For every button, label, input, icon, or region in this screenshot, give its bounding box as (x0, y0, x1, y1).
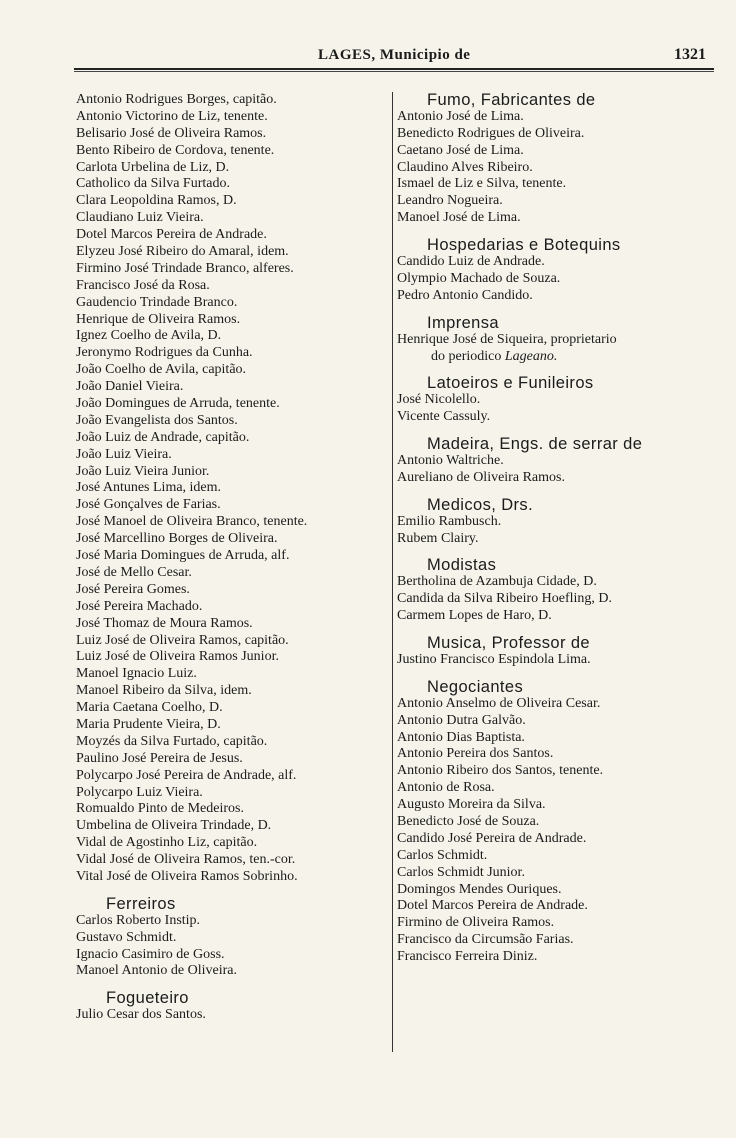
directory-entry: Carlos Schmidt Junior. (397, 864, 525, 880)
section-heading: Negociantes (427, 677, 524, 696)
directory-entry: Antonio Dutra Galvão. (397, 712, 526, 728)
directory-entry: Antonio Dias Baptista. (397, 729, 525, 745)
left-column (76, 92, 392, 1024)
directory-entry: Gustavo Schmidt. (76, 929, 177, 945)
directory-entry: Polycarpo José Pereira de Andrade, alf. (76, 767, 297, 783)
header-subtitle: Municipio de (379, 47, 471, 63)
directory-entry: Julio Cesar dos Santos. (76, 1007, 206, 1023)
directory-entry: Rubem Clairy. (397, 530, 479, 546)
directory-entry: João Daniel Vieira. (76, 379, 184, 395)
newspaper-name: Lageano. (504, 348, 558, 364)
directory-entry: José Manoel de Oliveira Branco, tenente. (76, 514, 308, 530)
directory-entry: José Thomaz de Moura Ramos. (76, 615, 253, 631)
header-title: LAGES, (318, 47, 376, 63)
section-heading: Imprensa (427, 313, 499, 332)
directory-entry: Jeronymo Rodrigues da Cunha. (76, 345, 253, 361)
directory-entry: João Luiz Vieira Junior. (76, 463, 210, 479)
directory-entry: Antonio Pereira dos Santos. (397, 746, 554, 762)
directory-entry: João Luiz de Andrade, capitão. (76, 429, 250, 445)
directory-entry: Paulino José Pereira de Jesus. (76, 750, 243, 766)
directory-entry: Antonio Rodrigues Borges, capitão. (76, 92, 277, 107)
directory-entry: José Nicolello. (397, 392, 481, 408)
directory-entry: Candido José Pereira de Andrade. (397, 830, 587, 846)
directory-entry: Manoel José de Lima. (397, 210, 521, 226)
directory-entry: José Maria Domingues de Arruda, alf. (76, 548, 290, 564)
directory-entry: José Antunes Lima, idem. (76, 480, 222, 496)
directory-entry: Luiz José de Oliveira Ramos, capitão. (76, 632, 289, 648)
directory-entry: Antonio José de Lima. (397, 108, 524, 124)
directory-entry: Augusto Moreira da Silva. (397, 797, 546, 813)
directory-entry: Bertholina de Azambuja Cidade, D. (397, 574, 597, 590)
directory-entry: Claudino Alves Ribeiro. (397, 159, 533, 175)
directory-entry: Antonio Ribeiro dos Santos, tenente. (397, 763, 604, 779)
directory-entry: Antonio Anselmo de Oliveira Cesar. (397, 695, 601, 711)
directory-entry: João Luiz Vieira. (76, 446, 172, 462)
directory-entry: Vicente Cassuly. (397, 409, 491, 425)
directory-entry: Belisario José de Oliveira Ramos. (76, 125, 267, 141)
directory-entry: Bento Ribeiro de Cordova, tenente. (76, 142, 275, 158)
directory-entry: João Domingues de Arruda, tenente. (76, 396, 280, 412)
directory-entry: Emilio Rambusch. (397, 513, 502, 529)
directory-entry: Domingos Mendes Ouriques. (397, 881, 562, 897)
directory-entry: Francisco José da Rosa. (76, 277, 210, 293)
directory-entry: Olympio Machado de Souza. (397, 270, 561, 286)
directory-entry: Benedicto José de Souza. (397, 813, 540, 829)
directory-entry: Ignacio Casimiro de Goss. (76, 946, 225, 962)
directory-entry: Moyzés da Silva Furtado, capitão. (76, 733, 268, 749)
directory-entry: Vital José de Oliveira Ramos Sobrinho. (76, 868, 298, 884)
directory-entry: Umbelina de Oliveira Trindade, D. (76, 818, 272, 834)
directory-entry: José Pereira Machado. (76, 598, 203, 614)
directory-entry: Carmem Lopes de Haro, D. (397, 608, 552, 624)
directory-entry: José Marcellino Borges de Oliveira. (76, 531, 278, 547)
directory-entry: Maria Caetana Coelho, D. (76, 700, 223, 716)
directory-entry: Aureliano de Oliveira Ramos. (397, 469, 565, 485)
directory-entry: Polycarpo Luiz Vieira. (76, 784, 203, 800)
directory-entry: Candido Luiz de Andrade. (397, 254, 545, 270)
directory-entry: Manoel Ribeiro da Silva, idem. (76, 683, 252, 699)
directory-entry: Antonio Waltriche. (397, 453, 504, 468)
directory-entry: Manoel Ignacio Luiz. (76, 666, 197, 682)
section-heading: Modistas (427, 556, 497, 575)
section-heading: Fogueteiro (106, 989, 189, 1008)
directory-entry: João Coelho de Avila, capitão. (76, 362, 247, 378)
directory-entry: Candida da Silva Ribeiro Hoefling, D. (397, 591, 613, 607)
directory-entry: Antonio de Rosa. (397, 780, 495, 796)
directory-entry: Ismael de Liz e Silva, tenente. (397, 176, 567, 192)
directory-entry: Carlos Schmidt. (397, 847, 488, 863)
directory-entry: Firmino de Oliveira Ramos. (397, 915, 555, 931)
directory-entry: Justino Francisco Espindola Lima. (397, 651, 591, 667)
directory-entry: Luiz José de Oliveira Ramos Junior. (76, 649, 279, 665)
directory-entry: Firmino José Trindade Branco, alferes. (76, 260, 294, 276)
directory-entry: Henrique de Oliveira Ramos. (76, 311, 241, 327)
section-heading: Musica, Professor de (427, 634, 590, 653)
directory-entry: Leandro Nogueira. (397, 193, 503, 209)
page-number: 1321 (674, 46, 706, 63)
directory-entry: Vidal de Agostinho Liz, capitão. (76, 835, 258, 851)
directory-entry: Carlota Urbelina de Liz, D. (76, 159, 230, 175)
section-heading: Ferreiros (106, 894, 176, 913)
section-heading: Hospedarias e Botequins (427, 236, 621, 255)
directory-entry: Maria Prudente Vieira, D. (76, 716, 221, 732)
header-rule-thin (74, 71, 714, 72)
page-header (318, 47, 470, 64)
directory-entry: Benedicto Rodrigues de Oliveira. (397, 125, 585, 141)
directory-entry: José Gonçalves de Farias. (76, 497, 221, 513)
directory-entry: Manoel Antonio de Oliveira. (76, 963, 237, 979)
directory-entry: Caetano José de Lima. (397, 142, 524, 158)
directory-entry: Dotel Marcos Pereira de Andrade. (397, 898, 588, 914)
column-divider (392, 92, 393, 1052)
directory-entry: Clara Leopoldina Ramos, D. (76, 193, 237, 209)
directory-entry: Ignez Coelho de Avila, D. (76, 328, 222, 344)
section-heading: Latoeiros e Funileiros (427, 374, 594, 393)
section-heading: Medicos, Drs. (427, 495, 534, 514)
directory-entry: Henrique José de Siqueira, proprietario (397, 331, 617, 347)
section-heading: Fumo, Fabricantes de (427, 91, 596, 109)
directory-entry: Pedro Antonio Candido. (397, 287, 533, 303)
directory-entry: João Evangelista dos Santos. (76, 412, 238, 428)
header-rule (74, 68, 714, 70)
directory-entry: Francisco da Circumsão Farias. (397, 932, 574, 948)
directory-entry: Carlos Roberto Instip. (76, 912, 201, 928)
directory-entry: Vidal José de Oliveira Ramos, ten.-cor. (76, 852, 296, 868)
directory-entry: José Pereira Gomes. (76, 581, 190, 597)
directory-entry: Antonio Victorino de Liz, tenente. (76, 108, 268, 124)
directory-entry: Romualdo Pinto de Medeiros. (76, 801, 244, 817)
directory-entry: Francisco Ferreira Diniz. (397, 949, 538, 965)
directory-entry: Dotel Marcos Pereira de Andrade. (76, 227, 267, 243)
directory-entry: Elyzeu José Ribeiro do Amaral, idem. (76, 244, 289, 260)
section-heading: Madeira, Engs. de serrar de (427, 435, 643, 454)
right-column (397, 92, 715, 966)
note-prefix: do periodico (431, 348, 502, 364)
directory-entry: José de Mello Cesar. (76, 564, 192, 580)
directory-entry: Gaudencio Trindade Branco. (76, 294, 238, 310)
entry-note (397, 349, 715, 366)
directory-entry: Claudiano Luiz Vieira. (76, 210, 204, 226)
directory-entry: Catholico da Silva Furtado. (76, 176, 230, 192)
